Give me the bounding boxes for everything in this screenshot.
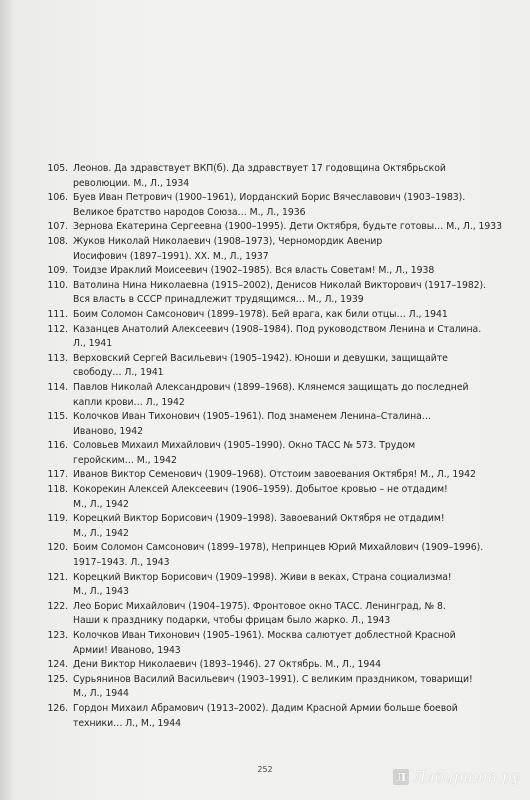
entry-number: 121.: [47, 571, 68, 583]
entry-text: Тоидзе Ираклий Моисеевич (1902–1985). Вся власть Советам! М., Л., 1938: [73, 265, 435, 277]
entry-text: Соловьев Михаил Михайлович (1905–1990). Окно ТАСС № 573. Трудом: [73, 440, 416, 452]
entry-text: Армии! Иваново, 1943: [73, 644, 181, 656]
entry-text: Верховский Сергей Васильевич (1905–1942). Юноши и девушки, защищайте: [73, 352, 448, 364]
entry-number: 111.: [47, 308, 68, 320]
list-item: [40, 512, 520, 541]
entry-text: геройским… М., 1942: [73, 454, 177, 466]
list-item: [40, 264, 520, 279]
page-number: 252: [257, 765, 273, 774]
entry-number: 115.: [47, 411, 68, 423]
list-item: [40, 162, 520, 191]
entry-text: Наши к празднику подарки, чтобы фрицам было жарко. Л., 1943: [73, 615, 391, 627]
entry-text: Дени Виктор Николаевич (1893–1946). 27 Октябрь. М., Л., 1944: [73, 659, 382, 671]
entry-text: Л., 1941: [73, 338, 113, 350]
entry-number: 106.: [47, 192, 68, 204]
page-gutter-shadow: [0, 0, 14, 800]
entry-number: 120.: [47, 542, 68, 554]
entry-text: Вся власть в СССР принадлежит трудящимся… М., Л., 1939: [73, 294, 364, 306]
list-item: [40, 600, 520, 629]
entry-text: Буев Иван Петрович (1900–1961), Иорданский Борис Вячеславович (1903–1983).: [73, 192, 466, 204]
entry-text: М., Л., 1944: [73, 688, 129, 700]
watermark-logo-icon: Л: [393, 769, 409, 785]
entry-text: техники… Л., М., 1944: [73, 717, 182, 729]
entry-text: Кокорекин Алексей Алексеевич (1906–1959). Добытое кровью – не отдадим!: [73, 484, 448, 496]
list-item: [40, 410, 520, 439]
list-item: [40, 220, 520, 235]
entry-text: Казанцев Анатолий Алексеевич (1908–1984). Под руководством Ленина и Сталина.: [73, 323, 482, 335]
entry-number: 105.: [47, 163, 68, 174]
entry-text: М., Л., 1942: [73, 498, 129, 510]
entry-text: Гордон Михаил Абрамович (1913–2002). Дадим Красной Армии больше боевой: [73, 702, 458, 714]
list-item: [40, 541, 520, 570]
entry-text: Иосифович (1897–1991). ХХ. М., Л., 1937: [73, 250, 269, 262]
entry-number: 116.: [47, 440, 68, 452]
entry-number: 126.: [47, 702, 68, 714]
entry-text: Корецкий Виктор Борисович (1909–1998). Завоеваний Октября не отдадим!: [73, 513, 445, 525]
entry-text: Павлов Николай Александрович (1899–1968). Клянемся защищать до последней: [73, 381, 469, 393]
list-item: [40, 235, 520, 264]
list-item: [40, 702, 520, 731]
entry-number: 112.: [47, 323, 68, 335]
entry-number: 110.: [47, 279, 68, 291]
entry-number: 113.: [47, 352, 68, 364]
entry-text: Ватолина Нина Николаевна (1915–2002), Денисов Николай Викторович (1917–1982).: [73, 279, 487, 291]
list-item: [40, 323, 520, 352]
list-item: [40, 352, 520, 381]
list-item: [40, 308, 520, 323]
entry-text: 1917–1943. Л., 1943: [73, 557, 170, 569]
entry-text: Иваново, 1942: [73, 425, 143, 437]
watermark: [393, 768, 520, 786]
watermark-text: Лабиринт.ру: [413, 768, 520, 786]
entry-text: Боим Соломон Самсонович (1899–1978). Бей врага, как били отцы… Л., 1941: [73, 308, 448, 320]
entry-text: М., Л., 1942: [73, 527, 129, 539]
entry-number: 124.: [47, 659, 68, 671]
entry-number: 119.: [47, 513, 68, 525]
entry-text: М., Л., 1943: [73, 586, 129, 598]
entry-text: Великое братство народов Союза… М., Л., 1936: [73, 206, 306, 218]
list-item: [40, 483, 520, 512]
list-item: [40, 468, 520, 483]
entry-text: Корецкий Виктор Борисович (1909–1998). Живи в веках, Страна социализма!: [73, 571, 452, 583]
list-item: [40, 658, 520, 673]
list-item: [40, 439, 520, 468]
entry-number: 108.: [47, 235, 68, 247]
entry-text: Колочков Иван Тихонович (1905–1961). Под знаменем Ленина–Сталина…: [73, 411, 432, 423]
list-item: [40, 571, 520, 600]
entry-text: Лео Борис Михайлович (1904–1975). Фронтовое окно ТАСС. Ленинград, № 8.: [73, 600, 446, 612]
entry-number: 107.: [47, 221, 68, 233]
list-item: [40, 629, 520, 658]
entry-text: Жуков Николай Николаевич (1908–1973), Черномордик Авенир: [73, 235, 383, 247]
entry-number: 122.: [47, 600, 68, 612]
list-item: [40, 381, 520, 410]
list-item: [40, 191, 520, 220]
bibliography-list: [40, 162, 520, 731]
list-item: [40, 673, 520, 702]
entry-number: 114.: [47, 381, 68, 393]
entry-text: Леонов. Да здравствует ВКП(б). Да здравствует 17 годовщина Октябрьской: [73, 163, 446, 174]
entry-text: революции. М., Л., 1934: [73, 177, 190, 189]
entry-text: Иванов Виктор Семенович (1909–1968). Отстоим завоевания Октября! М., Л., 1942: [73, 469, 476, 481]
entry-text: свободу… Л., 1941: [73, 367, 164, 379]
entry-number: 123.: [47, 630, 68, 641]
entry-text: Зернова Екатерина Сергеевна (1900–1995). Дети Октября, будьте готовы… М., Л., 1933: [73, 221, 503, 233]
entry-number: 118.: [47, 484, 68, 496]
entry-text: Колочков Иван Тихонович (1905–1961). Москва салютует доблестной Красной: [73, 630, 456, 641]
entry-text: Боим Соломон Самсонович (1899–1978), Непринцев Юрий Михайлович (1909–1996).: [73, 542, 484, 554]
entry-text: Сурьянинов Василий Васильевич (1903–1991). С великим праздником, товарищи!: [73, 673, 473, 685]
list-item: [40, 279, 520, 308]
entry-number: 125.: [47, 673, 68, 685]
entry-number: 109.: [47, 265, 68, 277]
entry-text: капли крови… Л., 1942: [73, 396, 185, 408]
entry-number: 117.: [47, 469, 68, 481]
